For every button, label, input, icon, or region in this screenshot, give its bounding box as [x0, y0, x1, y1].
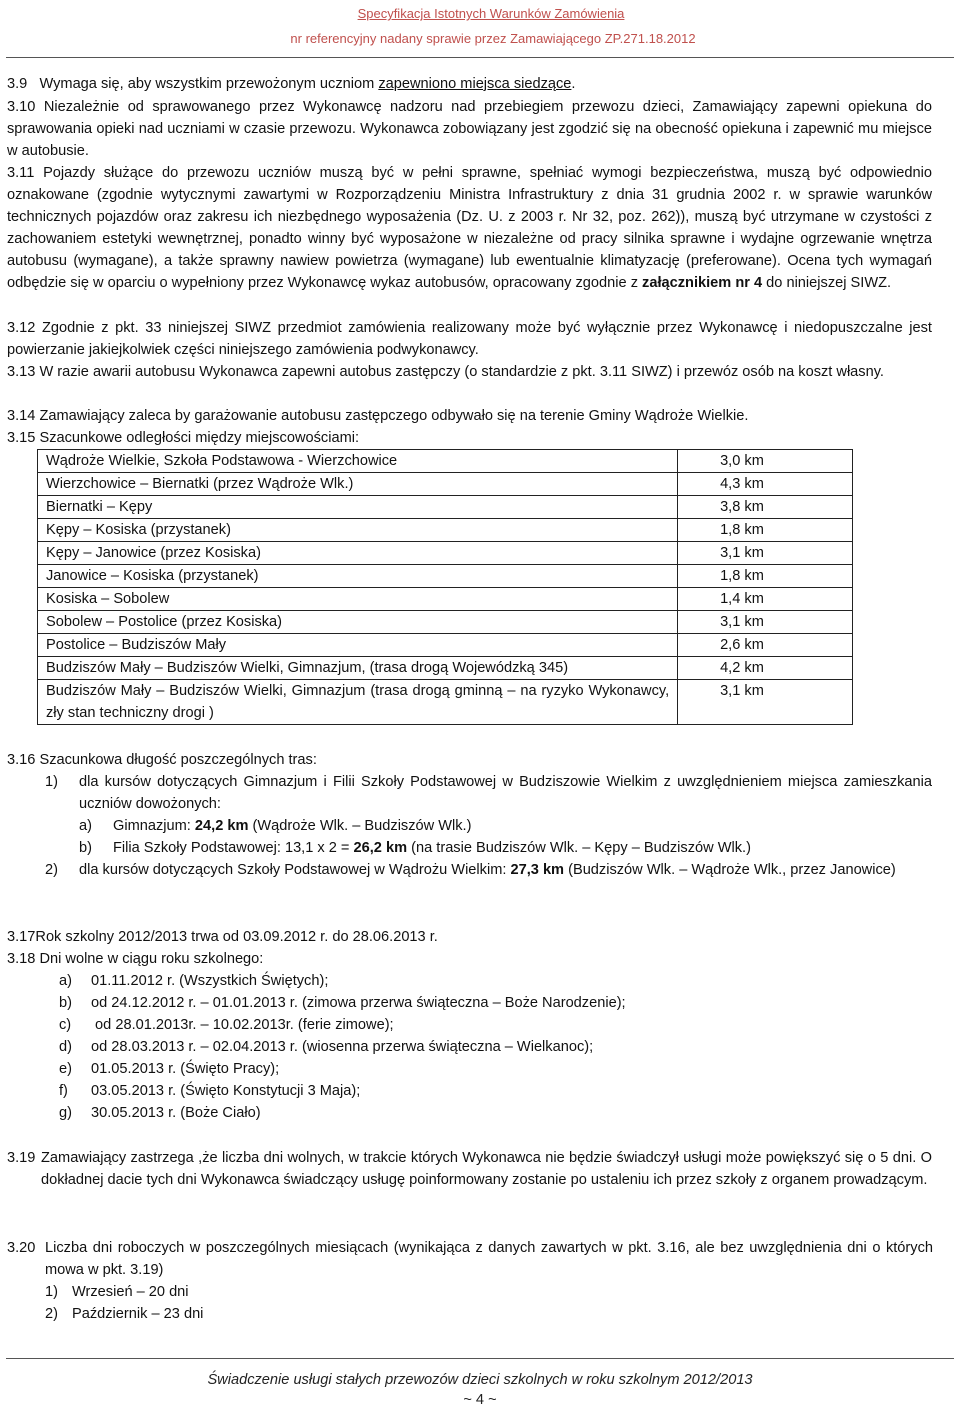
section-number: 3.19 [7, 1150, 36, 1166]
distance-table [37, 449, 853, 725]
route-cell: Wądroże Wielkie, Szkoła Podstawowa - Wierzchowice [38, 450, 678, 473]
section-text-end: do niniejszej SIWZ. [762, 275, 892, 291]
distance-cell [678, 473, 853, 496]
section-3-14: 3.14 Zamawiający zaleca by garażowanie autobusu zastępczego odbywało się na terenie Gminy Wądroże Wielkie. [7, 408, 749, 424]
table-row [38, 542, 853, 565]
list-item [113, 815, 933, 837]
route-cell: Kępy – Kosiska (przystanek) [38, 519, 678, 542]
list-number: 1) [45, 774, 58, 790]
table-row [38, 519, 853, 542]
distance-value: 1,8 km [720, 568, 764, 584]
list-item: od 24.12.2012 r. – 01.01.2013 r. (zimowa przerwa świąteczna – Boże Narodzenie); [91, 995, 626, 1011]
footer-rule [6, 1358, 954, 1359]
distance-value: 3,0 km [720, 453, 764, 469]
table-row [38, 565, 853, 588]
section-3-18-heading: 3.18 Dni wolne w ciągu roku szkolnego: [7, 951, 264, 967]
table-row [38, 450, 853, 473]
distance-value: 3,1 km [720, 614, 764, 630]
list-item: Wrzesień – 20 dni [72, 1284, 189, 1300]
item-text: Gimnazjum: [113, 818, 195, 834]
list-letter: g) [59, 1105, 72, 1121]
item-text: dla kursów dotyczących Szkoły Podstawowej w Wądrożu Wielkim: [79, 862, 511, 878]
list-number: 2) [45, 1306, 58, 1322]
distance-value: 3,8 km [720, 499, 764, 515]
distance-cell [678, 565, 853, 588]
table-row [38, 611, 853, 634]
table-row [38, 588, 853, 611]
route-cell: Wierzchowice – Biernatki (przez Wądroże Wlk.) [38, 473, 678, 496]
item-distance: 24,2 km [194, 818, 249, 834]
page-number: ~ 4 ~ [463, 1392, 497, 1408]
route-cell: Kosiska – Sobolew [38, 588, 678, 611]
route-cell: Biernatki – Kępy [38, 496, 678, 519]
list-item: 01.05.2013 r. (Święto Pracy); [91, 1061, 280, 1077]
distance-cell [678, 496, 853, 519]
section-3-10: 3.10 Niezależnie od sprawowanego przez Wykonawcę nadzoru nad przebiegiem przewozu dzieci, Zamawiający zapewni opiekuna do sprawowania opieki nad uczniami w czasie przewozu. Wykonawca zobowiązany jest zgodzić się na obecność opiekuna i zapewnić mu miejsce w autobusie. [7, 99, 932, 159]
distance-cell [678, 542, 853, 565]
section-3-19: Zamawiający zastrzega ,że liczba dni wolnych, w trakcie których Wykonawca nie będzie świadczył usługi może powiększyć się o 5 dni. O dokładnej dacie tych dni Wykonawca świadczący usługę poinformowany zostanie po ustaleniu ich przez szkoły z organem prowadzącym. [41, 1150, 932, 1188]
list-item: 03.05.2013 r. (Święto Konstytucji 3 Maja); [91, 1083, 361, 1099]
list-number: 2) [45, 862, 58, 878]
distance-value: 2,6 km [720, 637, 764, 653]
table-row [38, 657, 853, 680]
attachment-reference: załącznikiem nr 4 [642, 275, 763, 291]
section-number: 3.20 [7, 1240, 36, 1256]
distance-cell [678, 680, 853, 725]
list-letter: b) [79, 840, 92, 856]
reference-code: ZP.271.18.2012 [604, 31, 696, 46]
distance-cell [678, 611, 853, 634]
section-3-12: 3.12 Zgodnie z pkt. 33 niniejszej SIWZ przedmiot zamówienia realizowany może być wyłącznie przez Wykonawcę i niedopuszczalne jest powierzanie jakiejkolwiek części niniejszego zamówienia podwykonawcy. [7, 320, 932, 358]
section-3-16-heading: 3.16 Szacunkowa długość poszczególnych tras: [7, 752, 317, 768]
list-letter: f) [59, 1083, 68, 1099]
list-item: 01.11.2012 r. (Wszystkich Świętych); [91, 973, 329, 989]
table-row [38, 634, 853, 657]
list-item: dla kursów dotyczących Gimnazjum i Filii Szkoły Podstawowej w Budziszowie Wielkim z uwzględnieniem miejsca zamieszkania uczniów dowożonych: [79, 774, 932, 812]
distance-value: 3,1 km [720, 683, 764, 699]
list-item: od 28.03.2013 r. – 02.04.2013 r. (wiosenna przerwa świąteczna – Wielkanoc); [91, 1039, 594, 1055]
distance-cell [678, 450, 853, 473]
distance-value: 1,8 km [720, 522, 764, 538]
list-item: Październik – 23 dni [72, 1306, 204, 1322]
list-number: 1) [45, 1284, 58, 1300]
route-cell: Budziszów Mały – Budziszów Wielki, Gimnazjum (trasa drogą gminną – na ryzyko Wykonawcy, zły stan techniczny drogi ) [38, 680, 678, 725]
section-3-11 [7, 162, 932, 294]
list-letter: e) [59, 1061, 72, 1077]
item-text-end: (na trasie Budziszów Wlk. – Kępy – Budziszów Wlk.) [407, 840, 751, 856]
table-row [38, 496, 853, 519]
distance-value: 3,1 km [720, 545, 764, 561]
route-cell: Sobolew – Postolice (przez Kosiska) [38, 611, 678, 634]
section-3-9 [7, 73, 932, 95]
item-text-end: (Budziszów Wlk. – Wądroże Wlk., przez Janowice) [564, 862, 896, 878]
section-text: 3.11 Pojazdy służące do przewozu uczniów muszą być w pełni sprawne, spełniać wymogi bezpieczeństwa, muszą być odpowiednio oznakowane (zgodnie wytycznymi zawartymi w Rozporządzeniu Ministra Infrastruktury z dnia 31 grudnia 2002 r. w sprawie warunków technicznych pojazdów oraz zakresu ich niezbędnego wyposażenia (Dz. U. z 2003 r. Nr 32, poz. 262)), muszą być utrzymane w czystości z zachowaniem estetyki wewnętrznej, ponadto winny być wyposażone w niezależne od pracy silnika sprawne i wydajne ogrzewanie wnętrza autobusu (wymagane), a także sprawny nawiew powietrza (wymagane) lub ewentualnie klimatyzację (preferowane). Ocena tych wymagań odbędzie się w oparciu o wypełniony przez Wykonawcę wykaz autobusów, opracowany zgodnie z [7, 165, 932, 291]
route-cell: Janowice – Kosiska (przystanek) [38, 565, 678, 588]
list-item [79, 859, 932, 881]
document-title: Specyfikacja Istotnych Warunków Zamówienia [357, 6, 625, 21]
section-3-20: Liczba dni roboczych w poszczególnych miesiącach (wynikająca z danych zawartych w pkt. 3.16, ale bez uwzględnienia dni o których mowa w pkt. 3.19) [45, 1240, 933, 1278]
list-item: od 28.01.2013r. – 10.02.2013r. (ferie zimowe); [91, 1017, 394, 1033]
section-3-17: 3.17Rok szkolny 2012/2013 trwa od 03.09.2012 r. do 28.06.2013 r. [7, 929, 438, 945]
list-item: 30.05.2013 r. (Boże Ciało) [91, 1105, 261, 1121]
list-letter: a) [59, 973, 72, 989]
distance-cell [678, 634, 853, 657]
header-rule [6, 57, 954, 58]
list-letter: d) [59, 1039, 72, 1055]
item-text-end: (Wądroże Wlk. – Budziszów Wlk.) [248, 818, 472, 834]
section-number: 3.9 [7, 76, 28, 92]
list-letter: b) [59, 995, 72, 1011]
reference-number [13, 31, 960, 46]
list-item [113, 837, 933, 859]
route-cell: Budziszów Mały – Budziszów Wielki, Gimnazjum, (trasa drogą Wojewódzką 345) [38, 657, 678, 680]
list-letter: c) [59, 1017, 72, 1033]
distance-value: 4,2 km [720, 660, 764, 676]
route-cell: Postolice – Budziszów Mały [38, 634, 678, 657]
distance-value: 1,4 km [720, 591, 764, 607]
route-cell: Kępy – Janowice (przez Kosiska) [38, 542, 678, 565]
distance-value: 4,3 km [720, 476, 764, 492]
section-3-15: 3.15 Szacunkowe odległości między miejscowościami: [7, 430, 360, 446]
section-text-end: . [571, 76, 576, 92]
item-distance: 27,3 km [510, 862, 565, 878]
distance-cell [678, 519, 853, 542]
table-row [38, 680, 853, 725]
list-letter: a) [79, 818, 92, 834]
section-text: Wymaga się, aby wszystkim przewożonym uczniom [39, 76, 379, 92]
item-distance: 26,2 km [353, 840, 408, 856]
underlined-text: zapewniono miejsca siedzące [378, 76, 572, 92]
distance-cell [678, 588, 853, 611]
section-3-13: 3.13 W razie awarii autobusu Wykonawca zapewni autobus zastępczy (o standardzie z pkt. 3.11 SIWZ) i przewóz osób na koszt własny. [7, 364, 884, 380]
distance-cell [678, 657, 853, 680]
reference-label: nr referencyjny nadany sprawie przez Zamawiającego [290, 31, 605, 46]
footer-title: Świadczenie usługi stałych przewozów dzieci szkolnych w roku szkolnym 2012/2013 [207, 1372, 753, 1388]
item-text: Filia Szkoły Podstawowej: 13,1 x 2 = [113, 840, 354, 856]
table-row [38, 473, 853, 496]
